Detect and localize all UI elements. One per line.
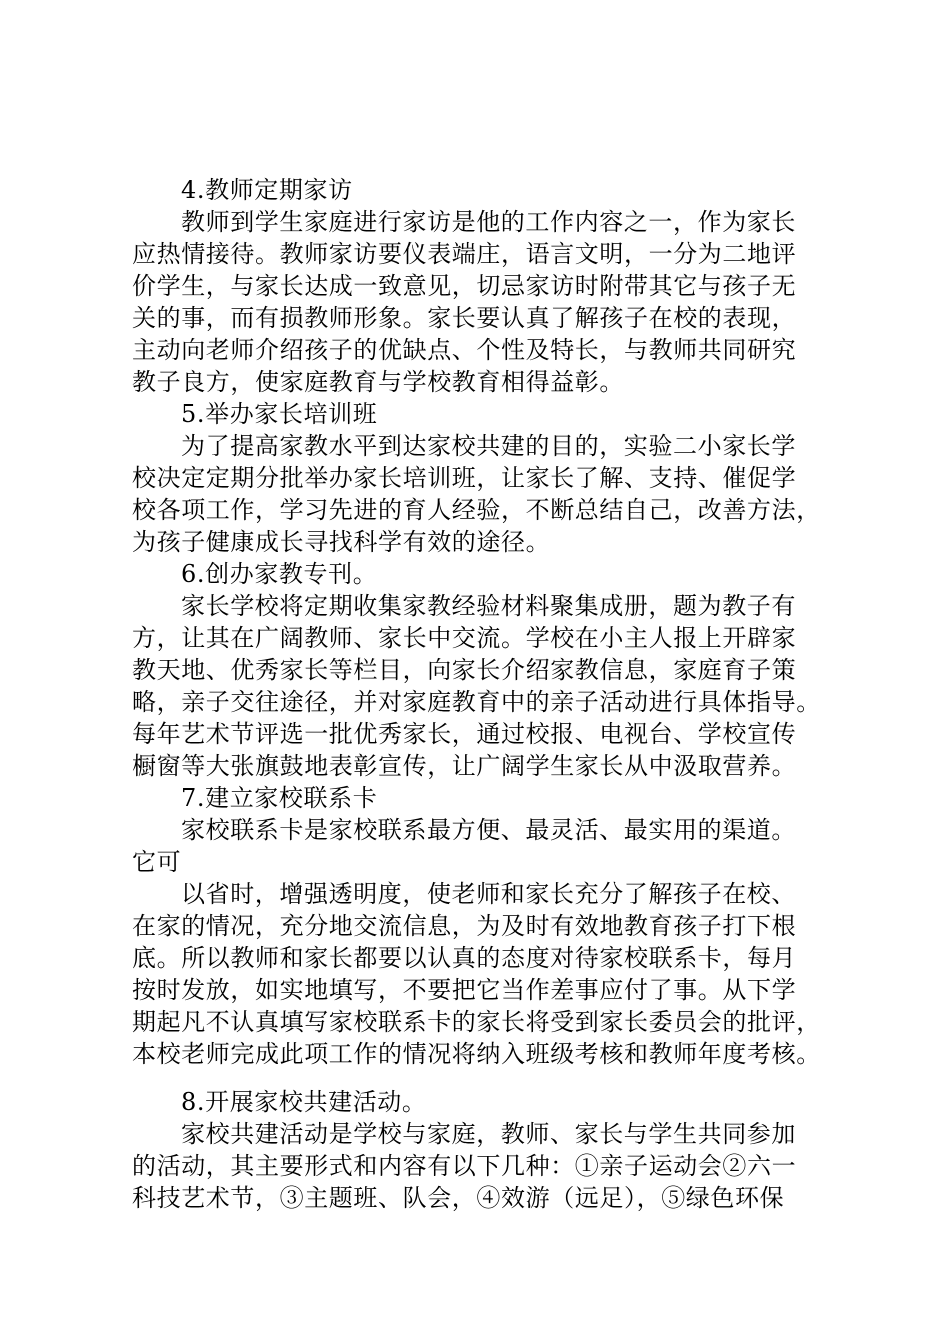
paragraph-line: 校决定定期分批举办家长培训班，让家长了解、支持、催促学 xyxy=(132,464,797,492)
paragraph-line: 按时发放，如实地填写，不要把它当作差事应付了事。从下学 xyxy=(132,976,797,1004)
section-heading-home-visit: 4.教师定期家访 xyxy=(181,176,353,204)
paragraph-line: 主动向老师介绍孩子的优缺点、个性及特长，与教师共同研究 xyxy=(132,336,797,364)
paragraph-line: 教师到学生家庭进行家访是他的工作内容之一，作为家长 xyxy=(181,208,796,236)
paragraph-line: 每年艺术节评选一批优秀家长，通过校报、电视台、学校宣传 xyxy=(132,720,797,748)
paragraph-line: 家校共建活动是学校与家庭，教师、家长与学生共同参加 xyxy=(181,1120,796,1148)
paragraph-line: 为孩子健康成长寻找科学有效的途径。 xyxy=(132,528,551,556)
section-heading-parent-training: 5.举办家长培训班 xyxy=(181,400,378,428)
paragraph-line: 应热情接待。教师家访要仪表端庄，语言文明，一分为二地评 xyxy=(132,240,797,268)
paragraph-line: 在家的情况，充分地交流信息，为及时有效地教育孩子打下根 xyxy=(132,912,797,940)
paragraph-line: 方，让其在广阔教师、家长中交流。学校在小主人报上开辟家 xyxy=(132,624,797,652)
paragraph-line: 家校联系卡是家校联系最方便、最灵活、最实用的渠道。 xyxy=(181,816,796,844)
section-heading-joint-activities: 8.开展家校共建活动。 xyxy=(181,1088,427,1116)
paragraph-line: 本校老师完成此项工作的情况将纳入班级考核和教师年度考核。 xyxy=(132,1040,821,1068)
paragraph-line: 的活动，其主要形式和内容有以下几种：①亲子运动会②六一 xyxy=(132,1152,797,1180)
paragraph-line: 科技艺术节，③主题班、队会，④效游（远足），⑤绿色环保 xyxy=(132,1184,785,1212)
paragraph-line: 为了提高家教水平到达家校共建的目的，实验二小家长学 xyxy=(181,432,796,460)
paragraph-line: 略，亲子交往途径，并对家庭教育中的亲子活动进行具体指导。 xyxy=(132,688,821,716)
paragraph-line: 校各项工作，学习先进的育人经验，不断总结自己，改善方法， xyxy=(132,496,821,524)
paragraph-line: 家长学校将定期收集家教经验材料聚集成册，题为教子有 xyxy=(181,592,796,620)
section-heading-contact-card: 7.建立家校联系卡 xyxy=(181,784,378,812)
paragraph-line: 价学生，与家长达成一致意见，切忌家访时附带其它与孩子无 xyxy=(132,272,797,300)
paragraph-line: 期起凡不认真填写家校联系卡的家长将受到家长委员会的批评， xyxy=(132,1008,821,1036)
paragraph-line: 教子良方，使家庭教育与学校教育相得益彰。 xyxy=(132,368,624,396)
paragraph-line: 以省时，增强透明度，使老师和家长充分了解孩子在校、 xyxy=(181,880,796,908)
paragraph-line: 教天地、优秀家长等栏目，向家长介绍家教信息，家庭育子策 xyxy=(132,656,797,684)
section-heading-journal: 6.创办家教专刊。 xyxy=(181,560,378,588)
paragraph-line: 橱窗等大张旗鼓地表彰宣传，让广阔学生家长从中汲取营养。 xyxy=(132,752,797,780)
paragraph-line: 它可 xyxy=(132,848,182,876)
paragraph-line: 底。所以教师和家长都要以认真的态度对待家校联系卡，每月 xyxy=(132,944,797,972)
paragraph-line: 关的事，而有损教师形象。家长要认真了解孩子在校的表现， xyxy=(132,304,797,332)
